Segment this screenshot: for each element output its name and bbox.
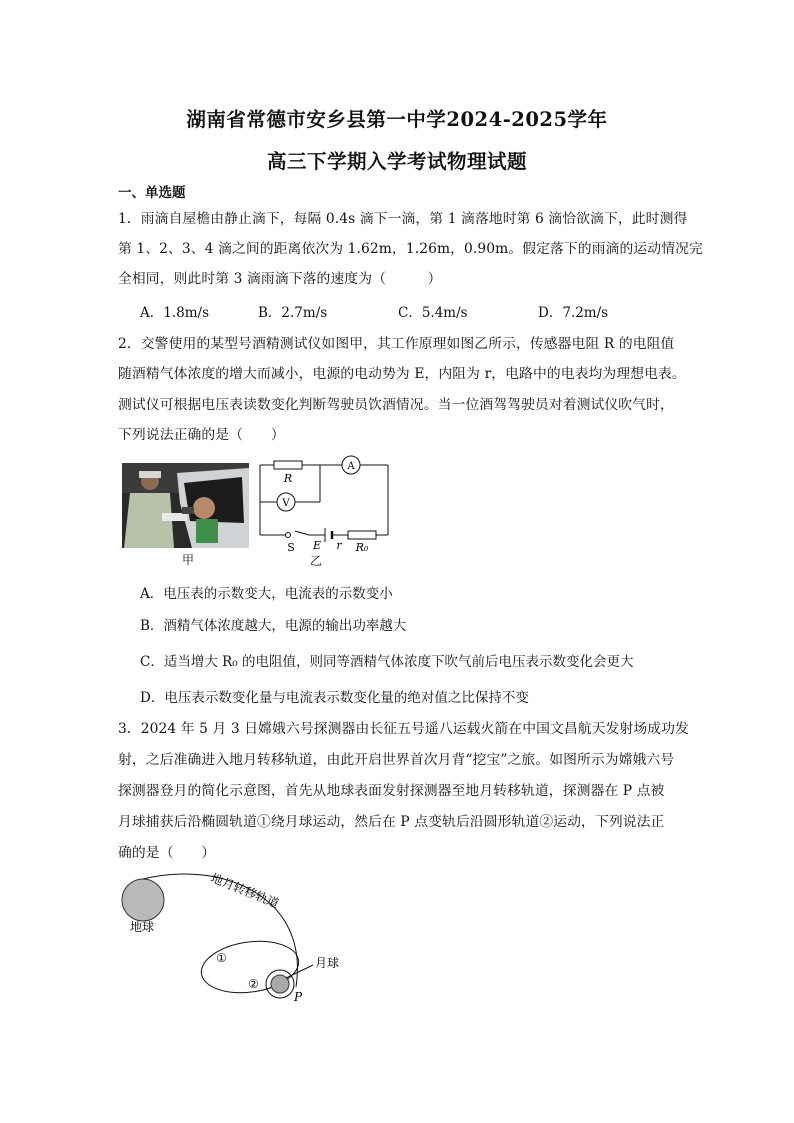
- circuit-caption: 乙: [310, 554, 323, 568]
- q2-option-a: A．电压表的示数变大，电流表的示数变小: [140, 586, 393, 602]
- q1-option-a: A．1.8m/s: [140, 305, 209, 321]
- q3-text-line: 月球捕获后沿椭圆轨道①绕月球运动，然后在 P 点变轨后沿圆形轨道②运动，下列说法正: [118, 814, 665, 830]
- q1-option-d: D．7.2m/s: [538, 305, 609, 321]
- switch-label: S: [287, 541, 295, 554]
- q2-text-line: 测试仪可根据电压表读数变化判断驾驶员饮酒情况。当一位酒驾驾驶员对着测试仪吹气时，: [118, 397, 674, 413]
- earth-moon-orbit-diagram: [110, 865, 370, 1010]
- moon-label: 月球: [315, 956, 340, 970]
- earth-label: 地球: [130, 920, 155, 934]
- page-title-line-1: 湖南省常德市安乡县第一中学2024-2025学年: [186, 108, 608, 131]
- orbit-1-label: ①: [216, 951, 227, 965]
- q2-option-c: C．适当增大 R₀ 的电阻值，则同等酒精气体浓度下吹气前后电压表示数变化会更大: [140, 654, 634, 670]
- q2-text-line: 下列说法正确的是（ ）: [118, 427, 285, 443]
- q2-option-d: D．电压表示数变化量与电流表示数变化量的绝对值之比保持不变: [140, 690, 529, 706]
- q2-text-line: 2．交警使用的某型号酒精测试仪如图甲，其工作原理如图乙所示，传感器电阻 R 的电阻值: [118, 336, 675, 352]
- point-p-label: P: [294, 990, 303, 1004]
- transfer-orbit-label: 地月转移轨道: [208, 870, 281, 911]
- q2-option-b: B．酒精气体浓度越大，电源的输出功率越大: [140, 618, 407, 634]
- earth: [122, 879, 164, 921]
- q1-text-line: 全相同，则此时第 3 滴雨滴下落的速度为（ ）: [118, 271, 442, 287]
- q3-text-line: 3．2024 年 5 月 3 日嫦娥六号探测器由长征五号遥八运载火箭在中国文昌航天发射场成功发: [118, 721, 689, 737]
- circuit-diagram: [255, 455, 395, 555]
- breathalyzer-photo: [122, 463, 249, 548]
- q3-text-line: 确的是（ ）: [118, 845, 216, 861]
- q1-option-b: B．2.7m/s: [258, 305, 328, 321]
- transfer-orbit: [143, 874, 297, 987]
- q1-text-line: 第 1、2、3、4 滴之间的距离依次为 1.62m，1.26m，0.90m。假定落下的雨滴的运动情况完: [118, 241, 703, 257]
- q1-option-c: C．5.4m/s: [398, 305, 468, 321]
- q3-text-line: 射，之后准确进入地月转移轨道，由此开启世界首次月背“挖宝”之旅。如图所示为嫦娥六号: [118, 752, 675, 768]
- ammeter-label: A: [347, 461, 355, 472]
- photo-caption: 甲: [182, 553, 195, 567]
- internal-resistance-label: r: [336, 539, 342, 552]
- q2-text-line: 随酒精气体浓度的增大而减小，电源的电动势为 E，内阻为 r，电路中的电表均为理想电表。: [118, 366, 686, 382]
- orbit-2-label: ②: [248, 977, 259, 991]
- q1-text-line: 1．雨滴自屋檐由静止滴下，每隔 0.4s 滴下一滴，第 1 滴落地时第 6 滴恰欲滴下，此时测得: [118, 211, 688, 227]
- page-title-line-2: 高三下学期入学考试物理试题: [266, 150, 527, 173]
- resistor-r-label: R: [283, 472, 293, 485]
- voltmeter-label: V: [282, 498, 290, 509]
- section-heading: 一、单选题: [118, 185, 186, 201]
- q3-text-line: 探测器登月的简化示意图，首先从地球表面发射探测器至地月转移轨道，探测器在 P 点被: [118, 783, 665, 799]
- emf-label: E: [312, 539, 322, 552]
- resistor-r0-label: R₀: [355, 541, 369, 554]
